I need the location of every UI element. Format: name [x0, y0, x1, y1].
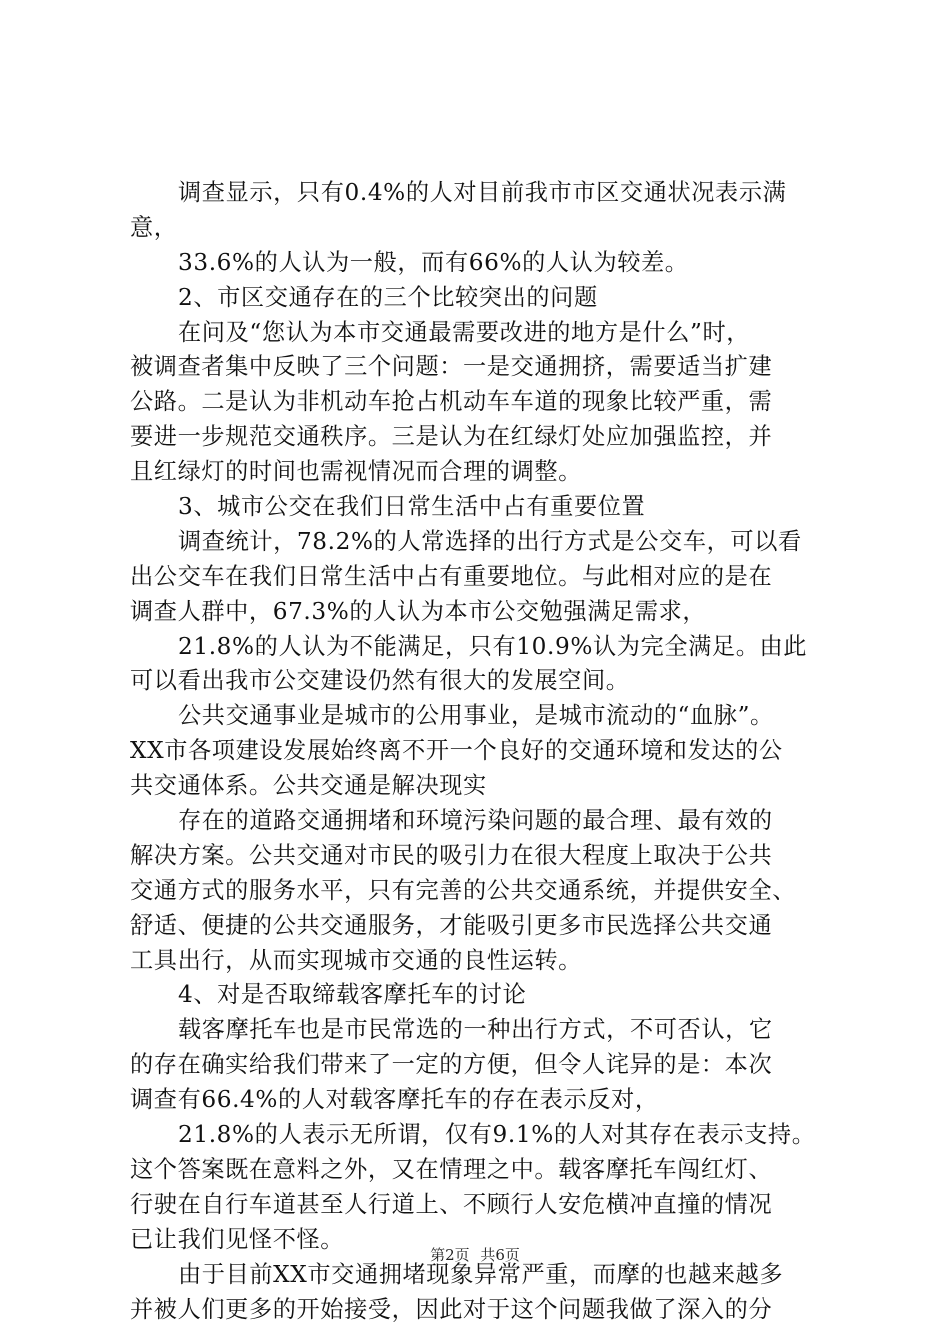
document-body	[130, 176, 850, 1327]
text-line: 可以看出我市公交建设仍然有很大的发展空间。	[130, 667, 630, 695]
text-line: 21.8%的人认为不能满足，只有10.9%认为完全满足。由此	[178, 632, 808, 660]
page-total: 共6页	[480, 1246, 520, 1264]
text-line: 的存在确实给我们带来了一定的方便，但令人诧异的是：本次	[130, 1051, 773, 1079]
text-line: 被调查者集中反映了三个问题：一是交通拥挤，需要适当扩建	[130, 353, 773, 381]
text-line: 调查人群中，67.3%的人认为本市公交勉强满足需求，	[130, 597, 707, 625]
text-line: 公路。二是认为非机动车抢占机动车车道的现象比较严重，需	[130, 388, 773, 416]
page-footer	[0, 1245, 950, 1265]
text-line: 交通方式的服务水平，只有完善的公共交通系统，并提供安全、	[130, 876, 797, 904]
section-heading: 4、对是否取缔载客摩托车的讨论	[178, 981, 527, 1009]
page-number: 第2页	[430, 1246, 470, 1264]
text-line: 要进一步规范交通秩序。三是认为在红绿灯处应加强监控，并	[130, 423, 773, 451]
section-heading: 2、市区交通存在的三个比较突出的问题	[178, 283, 598, 311]
text-line: 调查统计，78.2%的人常选择的出行方式是公交车，可以看	[178, 527, 802, 555]
text-line: 舒适、便捷的公共交通服务，才能吸引更多市民选择公共交通	[130, 911, 773, 939]
text-line: 调查显示，只有0.4%的人对目前我市市区交通状况表示满	[178, 179, 787, 206]
text-line: 存在的道路交通拥堵和环境污染问题的最合理、最有效的	[178, 807, 773, 835]
text-line: 已让我们见怪不怪。	[130, 1225, 345, 1253]
text-line: 意，	[130, 213, 178, 241]
text-line: 21.8%的人表示无所谓，仅有9.1%的人对其存在表示支持。	[178, 1121, 816, 1149]
section-heading: 3、城市公交在我们日常生活中占有重要位置	[178, 493, 646, 521]
text-line: 并被人们更多的开始接受，因此对于这个问题我做了深入的分	[130, 1295, 773, 1323]
text-line: 载客摩托车也是市民常选的一种出行方式，不可否认，它	[178, 1016, 773, 1044]
text-line: 且红绿灯的时间也需视情况而合理的调整。	[130, 458, 582, 486]
text-line: 解决方案。公共交通对市民的吸引力在很大程度上取决于公共	[130, 841, 773, 869]
text-line: 在问及“您认为本市交通最需要改进的地方是什么”时，	[178, 318, 751, 346]
text-line: 33.6%的人认为一般，而有66%的人认为较差。	[178, 248, 689, 276]
text-line: 由于目前XX市交通拥堵现象异常严重，而摩的也越来越多	[178, 1260, 784, 1288]
text-line: 共交通体系。公共交通是解决现实	[130, 772, 487, 800]
text-line: 公共交通事业是城市的公用事业，是城市流动的“血脉”。	[178, 702, 774, 730]
text-line: XX市各项建设发展始终离不开一个良好的交通环境和发达的公	[130, 737, 783, 765]
text-line: 出公交车在我们日常生活中占有重要地位。与此相对应的是在	[130, 562, 773, 590]
text-line: 行驶在自行车道甚至人行道上、不顾行人安危横冲直撞的情况	[130, 1190, 773, 1218]
text-line: 这个答案既在意料之外，又在情理之中。载客摩托车闯红灯、	[130, 1155, 773, 1183]
text-line: 工具出行，从而实现城市交通的良性运转。	[130, 946, 582, 974]
text-line: 调查有66.4%的人对载客摩托车的存在表示反对，	[130, 1086, 659, 1114]
